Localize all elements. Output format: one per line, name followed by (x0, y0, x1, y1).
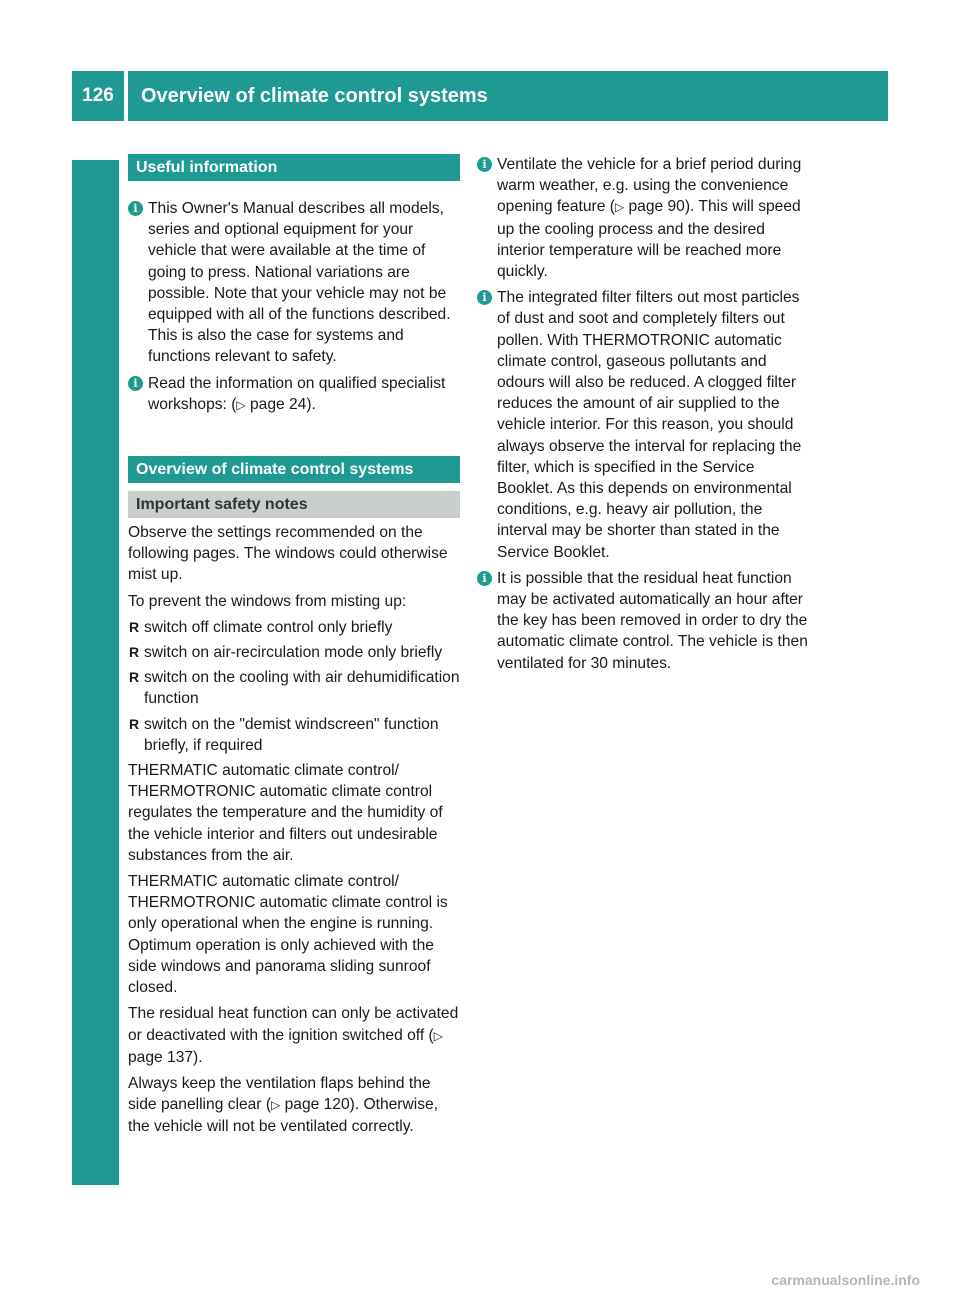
info-text: This Owner's Manual describes all models, series and optional equipment for your vehicle that were available at the time of going to press. National variations are possible. Note that your vehicle may not be equipped with all of the functions described. This is also the case for systems and functions relevant to safety. (148, 200, 451, 366)
info-note (128, 198, 460, 368)
info-note (128, 373, 460, 416)
paragraph (128, 1073, 460, 1138)
info-note (477, 287, 813, 563)
safety-notes-heading: Important safety notes (128, 491, 460, 518)
info-note (477, 568, 813, 674)
paragraph: THERMATIC automatic climate control/ THERMOTRONIC automatic climate control regulates the temperature and the humidity of the vehicle interior and filters out undesirable substances from the air. (128, 762, 443, 864)
page-number: 126 (82, 85, 114, 106)
footer-watermark: carmanualsonline.info (771, 1272, 920, 1288)
left-column (128, 154, 460, 1143)
triangle-right-icon: ▷ (433, 1028, 443, 1043)
bullet-item (128, 714, 460, 756)
page-reference[interactable]: page 90). This will speed up the cooling process and the desired interior temperature will be reached more quickly. (497, 198, 801, 281)
info-icon: i (477, 290, 492, 305)
r-bullet-icon: R (129, 715, 140, 732)
paragraph-part: The residual heat function can only be activated or deactivated with the ignition switched off ( (128, 1005, 459, 1044)
page-reference[interactable]: page 120). Otherwise, the vehicle will not be ventilated correctly. (128, 1096, 439, 1136)
side-tab-label (72, 479, 119, 629)
overview-heading: Overview of climate control systems (128, 456, 460, 483)
page-reference[interactable]: page 24). (245, 395, 316, 413)
bullet-item (128, 642, 460, 663)
side-tab (72, 160, 119, 1185)
right-column (477, 154, 813, 679)
info-text-part: Read the information on qualified specialist workshops: ( (148, 374, 446, 413)
paragraph-part: Always keep the ventilation flaps behind the side panelling clear ( (128, 1074, 431, 1114)
bullet-item (128, 617, 460, 638)
paragraph: To prevent the windows from misting up: (128, 592, 407, 610)
side-tab-label-text: Climate control (83, 477, 107, 631)
paragraph: THERMATIC automatic climate control/ THERMOTRONIC automatic climate control is only operational when the engine is running. Optimum operation is only achieved with the side windows and panorama sliding sunroof closed. (128, 873, 448, 997)
useful-information-heading: Useful information (128, 154, 460, 181)
info-icon: i (477, 571, 492, 586)
bullet-text: switch on the cooling with air dehumidification function (144, 669, 460, 708)
bullet-text: switch off climate control only briefly (144, 618, 393, 636)
paragraph: Observe the settings recommended on the following pages. The windows could otherwise mist up. (128, 524, 448, 584)
info-text: The integrated filter filters out most particles of dust and soot and completely filters out pollen. With THERMOTRONIC automatic climate control, gaseous pollutants and odours will also be reduced. A clogged filter reduces the amount of air supplied to the vehicle interior. For this reason, you should always observe the interval for replacing the filter, which is specified in the Service Booklet. As this depends on environmental conditions, e.g. heavy air pollution, the interval may be shorter than stated in the Service Booklet. (497, 289, 802, 561)
triangle-right-icon: ▷ (614, 200, 625, 215)
info-icon: i (128, 376, 143, 391)
info-icon: i (128, 201, 143, 216)
page-title: Overview of climate control systems (141, 84, 488, 107)
bullet-item (128, 667, 460, 709)
info-text-part: Ventilate the vehicle for a brief period during warm weather, e.g. using the convenience opening feature ( (497, 156, 802, 216)
paragraph (128, 1003, 460, 1068)
r-bullet-icon: R (129, 644, 140, 661)
info-text (497, 154, 813, 282)
r-bullet-icon: R (129, 669, 140, 686)
info-note (477, 154, 813, 282)
r-bullet-icon: R (129, 618, 140, 635)
header-divider (124, 71, 128, 121)
page-reference[interactable]: page 137). (128, 1048, 203, 1066)
info-text (148, 373, 460, 416)
bullet-text: switch on air-recirculation mode only briefly (144, 644, 443, 662)
bullet-text: switch on the "demist windscreen" function briefly, if required (144, 715, 439, 754)
info-icon: i (477, 157, 492, 172)
triangle-right-icon: ▷ (236, 397, 246, 412)
info-text: It is possible that the residual heat function may be activated automatically an hour after the key has been removed in order to dry the automatic climate control. The vehicle is then ventilated for 30 minutes. (497, 569, 808, 672)
triangle-right-icon: ▷ (271, 1098, 281, 1113)
